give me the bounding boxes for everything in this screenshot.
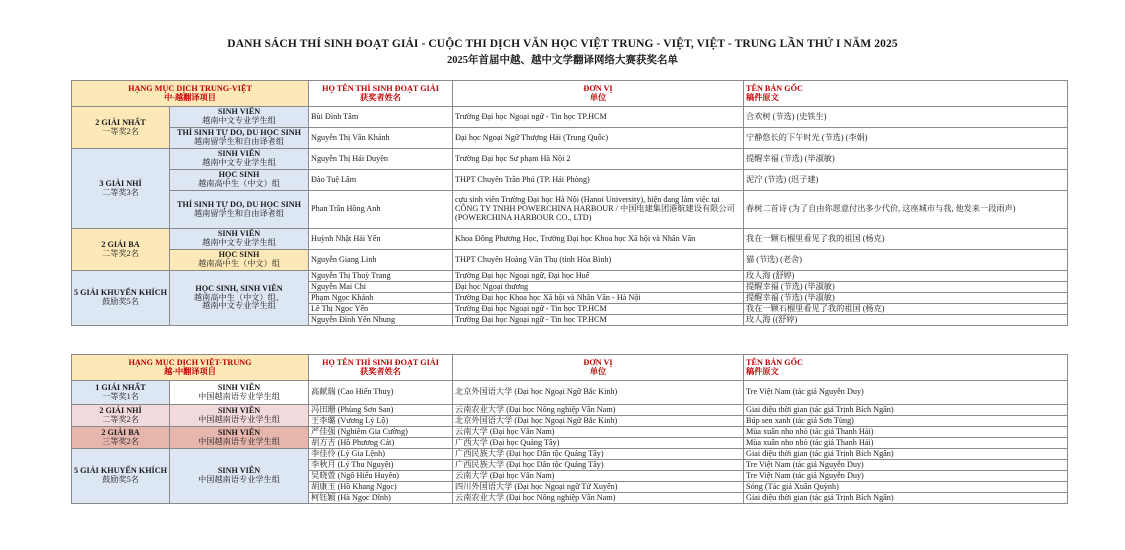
winner-source: Mùa xuân nho nhỏ (tác giả Thanh Hải) — [744, 438, 1068, 449]
header-unit-vi: ĐƠN VỊ — [583, 357, 613, 367]
group-cell — [170, 229, 309, 250]
prize-label: 1 GIẢI NHẤT — [95, 382, 146, 392]
winner-unit: 广西民族大学 (Đại học Dân tộc Quảng Tây) — [453, 449, 744, 460]
group-cell — [170, 170, 309, 191]
prize-label-zh: 二等奖2名 — [102, 414, 139, 424]
winner-source: 泥泞 (节选) (迟子建) — [744, 170, 1068, 191]
table-viet-trung — [71, 354, 1068, 504]
group-label-zh: 越南中文专业学生组 — [202, 158, 276, 167]
header-name — [309, 81, 453, 107]
group-label-zh: 越南高中生（中文）组 — [198, 259, 280, 268]
header-source-zh: 稿件原文 — [746, 92, 779, 102]
group-label-zh: 中国越南语专业学生组 — [198, 391, 280, 401]
group-label-zh: 越南高中生（中文）组 — [198, 179, 280, 188]
winner-unit: cựu sinh viên Trường Đại học Hà Nội (Hanoi University), hiện đang làm việc tại CÔNG TY TNHH POWERCHINA HARBOUR / 中国电建集团港航建设有限公司 (POWERCHINA HARBOUR CO., LTD) — [453, 191, 744, 229]
group-cell — [170, 271, 309, 326]
winner-unit: THPT Chuyên Trần Phú (TP. Hải Phòng) — [453, 170, 744, 191]
winner-source: 玫人海 ((舒婷) — [744, 315, 1068, 326]
winner-unit: 北京外国语大学 (Đại học Ngoại Ngữ Bắc Kinh) — [453, 416, 744, 427]
prize-cell — [72, 271, 170, 326]
winner-unit: 北京外国语大学 (Đại học Ngoại Ngữ Bắc Kinh) — [453, 381, 744, 405]
winner-unit: Đại học Ngoại thương — [453, 282, 744, 293]
group-label: THÍ SINH TỰ DO, DU HỌC SINH — [177, 128, 302, 138]
winner-source: Tre Việt Nam (tác giả Nguyễn Duy) — [744, 381, 1068, 405]
winner-name: Nguyễn Mai Chi — [309, 282, 453, 293]
header-category — [72, 355, 309, 381]
prize-label-zh: 鼓励奖5名 — [102, 297, 139, 306]
header-unit-vi: ĐƠN VỊ — [583, 83, 613, 93]
winner-name: Nguyễn Đình Yến Nhung — [309, 315, 453, 326]
group-cell — [170, 449, 309, 504]
group-label-zh: 越南中文专业学生组 — [202, 301, 276, 311]
winner-name: Đào Tuệ Lâm — [309, 170, 453, 191]
winner-name: Nguyễn Thị Thuỳ Trang — [309, 271, 453, 282]
winner-source: Sóng (Tác giả Xuân Quỳnh) — [744, 482, 1068, 493]
header-name-vi: HỌ TÊN THÍ SINH ĐOẠT GIẢI — [322, 83, 439, 93]
winner-unit: Khoa Đông Phương Học, Trường Đại học Khoa học Xã hội và Nhân Văn — [453, 229, 744, 250]
winner-source: Tre Việt Nam (tác giả Nguyễn Duy) — [744, 460, 1068, 471]
table-row — [72, 427, 1068, 438]
group-label: HỌC SINH — [218, 250, 260, 260]
winner-name: 王李璐 (Vương Lý Lộ) — [309, 416, 453, 427]
winner-name: 柯钰颖 (Hà Ngọc Dĩnh) — [309, 493, 453, 504]
group-label: SINH VIÊN — [217, 405, 261, 415]
winner-source: Tre Việt Nam (tác giả Nguyễn Duy) — [744, 471, 1068, 482]
winner-unit: Trường Đại học Khoa học Xã hội và Nhân Văn - Hà Nội — [453, 293, 744, 304]
header-name-vi: HỌ TÊN THÍ SINH ĐOẠT GIẢI — [322, 357, 439, 367]
winner-unit: Trường Đại học Ngoại ngữ - Tin học TP.HCM — [453, 304, 744, 315]
header-source-vi: TÊN BẢN GỐC — [746, 83, 803, 93]
winner-unit: Trường Đại học Ngoại ngữ - Tin học TP.HCM — [453, 315, 744, 326]
winner-name: 李佳伶 (Lý Gia Lệnh) — [309, 449, 453, 460]
header-source-vi: TÊN BẢN GỐC — [746, 357, 803, 367]
group-label: SINH VIÊN — [217, 382, 261, 392]
winner-unit: Đại học Ngoại Ngữ Thượng Hải (Trung Quốc) — [453, 128, 744, 149]
group-cell — [170, 107, 309, 128]
winner-name: Nguyễn Thị Hải Duyên — [309, 149, 453, 170]
winner-source: Giai điệu thời gian (tác giả Trịnh Bích Ngân) — [744, 449, 1068, 460]
header-source — [744, 81, 1068, 107]
winner-name: Phạm Ngọc Khánh — [309, 293, 453, 304]
header-unit-zh: 单位 — [589, 92, 607, 102]
table-row — [72, 107, 1068, 128]
winner-name: 胡康玉 (Hồ Khang Ngọc) — [309, 482, 453, 493]
group-label-zh: 中国越南语专业学生组 — [198, 475, 280, 484]
prize-label-zh: 二等奖2名 — [102, 248, 139, 258]
prize-cell — [72, 449, 170, 504]
group-label-zh: 中国越南语专业学生组 — [198, 414, 280, 424]
table-trung-viet — [71, 80, 1068, 326]
group-label: SINH VIÊN — [217, 466, 261, 476]
winner-name: 冯田珊 (Phùng Sơn San) — [309, 405, 453, 416]
winner-source: 合欢树 (节选) (史铁生) — [744, 107, 1068, 128]
prize-cell — [72, 107, 170, 149]
table-row — [72, 170, 1068, 191]
winner-source: Giai điệu thời gian (tác giả Trịnh Bích Ngân) — [744, 405, 1068, 416]
winner-unit: 云南大学 (Đại học Vân Nam) — [453, 471, 744, 482]
group-cell — [170, 128, 309, 149]
header-unit-zh: 单位 — [589, 366, 607, 376]
winner-name: 李秋月 (Lý Thu Nguyệt) — [309, 460, 453, 471]
winner-source: 猫 (节选) (老舍) — [744, 250, 1068, 271]
prize-label: 5 GIẢI KHUYẾN KHÍCH — [74, 466, 168, 476]
winner-name: Huỳnh Nhật Hải Yến — [309, 229, 453, 250]
header-category-zh: 中-越翻译项目 — [164, 92, 216, 102]
winner-name: Nguyễn Giang Linh — [309, 250, 453, 271]
prize-label-zh: 三等奖2名 — [102, 436, 139, 446]
page-title: DANH SÁCH THÍ SINH ĐOẠT GIẢI - CUỘC THI DỊCH VĂN HỌC VIỆT TRUNG - VIỆT, VIỆT - TRUNG LẦN THỨ I NĂM 2025 — [227, 38, 898, 50]
header-unit — [453, 355, 744, 381]
winner-unit: 云南农业大学 (Đại học Nông nghiệp Vân Nam) — [453, 405, 744, 416]
prize-label: 2 GIẢI NHẤT — [95, 117, 146, 127]
group-label: SINH VIÊN — [217, 107, 261, 117]
table-row — [72, 271, 1068, 282]
winner-source: 宁静悠长的下午时光 (节选) (李娟) — [744, 128, 1068, 149]
prize-label: 2 GIẢI BA — [101, 239, 140, 249]
header-name-zh: 获奖者姓名 — [360, 92, 401, 102]
group-label: HỌC SINH, SINH VIÊN — [195, 283, 283, 293]
prize-label-zh: 鼓励奖5名 — [102, 475, 139, 484]
winner-unit: 广西大学 (Đại học Quảng Tây) — [453, 438, 744, 449]
group-label-zh: 越南中文专业学生组 — [202, 238, 276, 247]
group-cell — [170, 427, 309, 449]
group-label-zh: 越南高中生（中文）组、 — [193, 292, 285, 302]
winner-source: Giai điệu thời gian (tác giả Trịnh Bích Ngân) — [744, 493, 1068, 504]
header-category-vi: HẠNG MỤC DỊCH VIỆT-TRUNG — [128, 357, 252, 367]
winner-unit: 云南大学 (Đại học Vân Nam) — [453, 427, 744, 438]
header-source — [744, 355, 1068, 381]
winner-name: 吴晓萱 (Ngô Hiểu Huyên) — [309, 471, 453, 482]
table-row — [72, 449, 1068, 460]
prize-label-zh: 一等奖1名 — [102, 391, 139, 401]
group-label-zh: 越南留学生和自由译者组 — [193, 208, 285, 218]
prize-label-zh: 二等奖3名 — [102, 187, 139, 197]
group-label: SINH VIÊN — [217, 427, 261, 437]
winner-name: 严佳强 (Nghiêm Gia Cường) — [309, 427, 453, 438]
prize-cell — [72, 405, 170, 427]
table-row — [72, 191, 1068, 229]
winner-name: Lê Thị Ngọc Yến — [309, 304, 453, 315]
prize-cell — [72, 229, 170, 271]
table-row — [72, 128, 1068, 149]
header-unit — [453, 81, 744, 107]
winner-name: Bùi Đình Tâm — [309, 107, 453, 128]
header-source-zh: 稿件原文 — [746, 366, 779, 376]
winner-unit: 云南农业大学 (Đại học Nông nghiệp Vân Nam) — [453, 493, 744, 504]
group-label: THÍ SINH TỰ DO, DU HỌC SINH — [177, 199, 302, 209]
group-label-zh: 越南中文专业学生组 — [202, 116, 276, 125]
prize-cell — [72, 381, 170, 405]
winner-source: 提醒幸福 (节选) (毕淑敏) — [744, 149, 1068, 170]
winner-unit: THPT Chuyên Hoàng Văn Thụ (tỉnh Hòa Bình) — [453, 250, 744, 271]
group-cell — [170, 149, 309, 170]
group-label-zh: 越南留学生和自由译者组 — [193, 137, 285, 146]
table-row — [72, 149, 1068, 170]
header-category-vi: HẠNG MỤC DỊCH TRUNG-VIỆT — [128, 83, 252, 93]
group-label: SINH VIÊN — [217, 149, 261, 159]
table-row — [72, 229, 1068, 250]
winner-unit: 广西民族大学 (Đại học Dân tộc Quảng Tây) — [453, 460, 744, 471]
winner-unit: 四川外国语大学 (Đại học Ngoại ngữ Tứ Xuyên) — [453, 482, 744, 493]
winner-name: 胡方吉 (Hồ Phương Cát) — [309, 438, 453, 449]
winner-source: 玫人海 (舒婷) — [744, 271, 1068, 282]
group-label: HỌC SINH — [218, 170, 260, 180]
prize-cell — [72, 149, 170, 229]
group-label: SINH VIÊN — [217, 229, 261, 239]
winner-source: 我在一颗石榴里看见了我的祖国 (杨克) — [744, 229, 1068, 250]
header-name — [309, 355, 453, 381]
group-label-zh: 中国越南语专业学生组 — [198, 436, 280, 446]
table-row — [72, 381, 1068, 405]
header-category — [72, 81, 309, 107]
winner-source: Mùa xuân nho nhỏ (tác giả Thanh Hải) — [744, 427, 1068, 438]
winner-source: Búp sen xanh (tác giả Sơn Tùng) — [744, 416, 1068, 427]
winner-name: Phan Trần Hồng Anh — [309, 191, 453, 229]
winner-source: 提醒幸福 (节选) (毕淑敏) — [744, 293, 1068, 304]
prize-label: 2 GIẢI BA — [101, 427, 140, 437]
prize-label-zh: 一等奖2名 — [102, 126, 139, 136]
winner-unit: Trường Đại học Sư phạm Hà Nội 2 — [453, 149, 744, 170]
group-cell — [170, 405, 309, 427]
table-row — [72, 405, 1068, 416]
header-name-zh: 获奖者姓名 — [360, 366, 401, 376]
prize-label: 5 GIẢI KHUYẾN KHÍCH — [74, 288, 168, 298]
winner-unit: Trường Đại học Ngoại ngữ, Đại học Huế — [453, 271, 744, 282]
header-category-zh: 越-中翻译项目 — [164, 366, 216, 376]
group-cell — [170, 250, 309, 271]
table-row — [72, 250, 1068, 271]
group-cell — [170, 381, 309, 405]
page-subtitle: 2025年首届中越、越中文学翻译网络大赛获奖名单 — [447, 55, 678, 66]
winner-name: 高献瑞 (Cao Hiến Thuỵ) — [309, 381, 453, 405]
prize-label: 2 GIẢI NHÌ — [99, 405, 142, 415]
winner-unit: Trường Đại học Ngoại ngữ - Tin học TP.HCM — [453, 107, 744, 128]
table-header-row — [72, 81, 1068, 107]
winner-source: 我在一颗石榴里看见了我的祖国 (杨克) — [744, 304, 1068, 315]
winner-source: 提醒幸福 (节选) (毕淑敏) — [744, 282, 1068, 293]
winner-source: 春树二首诗 (为了自由你愿意付出多少代价, 这座城市与我, 他发来一段雨声) — [744, 191, 1068, 229]
table-header-row — [72, 355, 1068, 381]
prize-label: 3 GIẢI NHÌ — [99, 178, 142, 188]
prize-cell — [72, 427, 170, 449]
group-cell — [170, 191, 309, 229]
winner-name: Nguyễn Thị Vân Khánh — [309, 128, 453, 149]
